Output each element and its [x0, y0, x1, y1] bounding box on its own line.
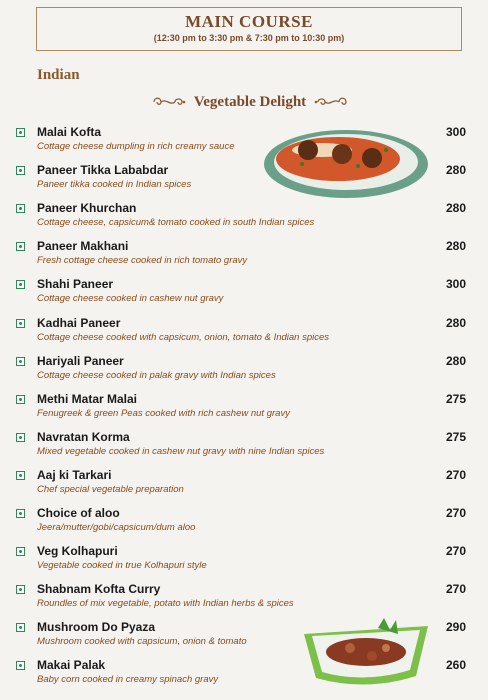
veg-marker-icon — [16, 242, 25, 251]
menu-item-description: Vegetable cooked in true Kolhapuri style — [37, 560, 207, 572]
menu-item — [0, 468, 488, 504]
menu-item — [0, 430, 488, 466]
menu-item — [0, 620, 488, 656]
menu-item-name: Paneer Khurchan — [37, 201, 137, 216]
veg-marker-icon — [16, 166, 25, 175]
menu-item-name: Malai Kofta — [37, 125, 102, 139]
menu-item-name: Choice of aloo — [37, 506, 120, 520]
menu-item-description: Baby corn cooked in creamy spinach gravy — [37, 674, 219, 686]
menu-item-price: 275 — [445, 391, 466, 406]
veg-marker-icon — [16, 395, 25, 404]
veg-marker-icon — [16, 357, 25, 366]
menu-item — [0, 354, 488, 390]
menu-item-description: Jeera/mutter/gobi/capsicum/dum aloo — [37, 522, 196, 533]
menu-item-description: Chef special vegetable preparation — [37, 483, 184, 495]
menu-item-name: Shahi Paneer — [37, 277, 114, 292]
menu-timings: (12:30 pm to 3:30 pm & 7:30 pm to 10:30 pm) — [153, 33, 345, 43]
menu-item — [0, 277, 488, 313]
veg-marker-icon — [16, 433, 25, 442]
menu-item-description: Paneer tikka cooked in Indian spices — [37, 179, 192, 191]
menu-item-name: Kadhai Paneer — [37, 315, 121, 330]
menu-item — [0, 163, 488, 199]
menu-title: MAIN COURSE — [185, 12, 313, 31]
veg-marker-icon — [16, 204, 25, 213]
veg-marker-icon — [16, 128, 25, 137]
menu-item-name: Navratan Korma — [37, 429, 130, 444]
menu-item — [0, 392, 488, 428]
menu-item-price: 290 — [445, 620, 466, 635]
menu-item-name: Veg Kolhapuri — [37, 544, 118, 559]
veg-marker-icon — [16, 319, 25, 328]
menu-item-name: Mushroom Do Pyaza — [37, 620, 156, 635]
menu-item-price: 280 — [445, 239, 466, 254]
menu-item-name: Paneer Makhani — [37, 239, 129, 254]
veg-marker-icon — [16, 623, 25, 632]
menu-item-price: 260 — [445, 658, 466, 673]
menu-item-name: Aaj ki Tarkari — [37, 467, 112, 482]
section-title: Vegetable Delight — [193, 93, 307, 110]
menu-item-description: Mushroom cooked with capsicum, onion & tomato — [37, 636, 247, 648]
menu-item-description: Fenugreek & green Peas cooked with rich cashew nut gravy — [37, 407, 290, 419]
menu-item-name: Paneer Tikka Lababdar — [37, 163, 169, 178]
menu-item-description: Cottage cheese cooked with capsicum, onion, tomato & Indian spices — [37, 331, 330, 343]
menu-item — [0, 125, 488, 161]
veg-marker-icon — [16, 471, 25, 480]
left-swirl-ornament-icon — [152, 95, 186, 109]
menu-item-description: Cottage cheese, capsicum& tomato cooked in south Indian spices — [37, 217, 315, 229]
menu-item — [0, 316, 488, 352]
menu-item — [0, 201, 488, 237]
menu-item-name: Shabnam Kofta Curry — [37, 582, 161, 597]
menu-item-description: Cottage cheese cooked in cashew nut gravy — [37, 293, 224, 305]
menu-item-price: 275 — [445, 429, 466, 444]
menu-item — [0, 544, 488, 580]
veg-marker-icon — [16, 547, 25, 556]
menu-item-price: 270 — [445, 582, 466, 597]
menu-item — [0, 239, 488, 275]
veg-marker-icon — [16, 280, 25, 289]
veg-marker-icon — [16, 585, 25, 594]
menu-item-description: Cottage cheese dumpling in rich creamy sauce — [37, 141, 235, 152]
menu-item-name: Makai Palak — [37, 658, 106, 673]
veg-marker-icon — [16, 509, 25, 518]
menu-item-name: Hariyali Paneer — [37, 353, 124, 368]
menu-item-price: 300 — [445, 125, 466, 139]
menu-item-price: 270 — [445, 506, 466, 520]
menu-item-description: Roundles of mix vegetable, potato with Indian herbs & spices — [37, 598, 294, 610]
menu-item-price: 280 — [445, 315, 466, 330]
menu-item-price: 280 — [445, 163, 466, 178]
menu-item-price: 300 — [445, 277, 466, 292]
menu-item-price: 270 — [445, 467, 466, 482]
menu-item-price: 280 — [445, 353, 466, 368]
menu-item-description: Cottage cheese cooked in palak gravy with Indian spices — [37, 369, 276, 381]
veg-marker-icon — [16, 661, 25, 670]
menu-item — [0, 506, 488, 542]
cuisine-heading: Indian — [37, 67, 80, 83]
menu-item — [0, 658, 488, 694]
section-header — [130, 90, 370, 114]
menu-item-description: Fresh cottage cheese cooked in rich tomato gravy — [37, 255, 248, 267]
menu-item-description: Mixed vegetable cooked in cashew nut gravy with nine Indian spices — [37, 445, 325, 457]
right-swirl-ornament-icon — [314, 95, 348, 109]
menu-item-price: 280 — [445, 201, 466, 216]
menu-item-name: Methi Matar Malai — [37, 391, 138, 406]
header-box — [36, 7, 462, 51]
menu-item-price: 270 — [445, 544, 466, 559]
menu-item — [0, 582, 488, 618]
